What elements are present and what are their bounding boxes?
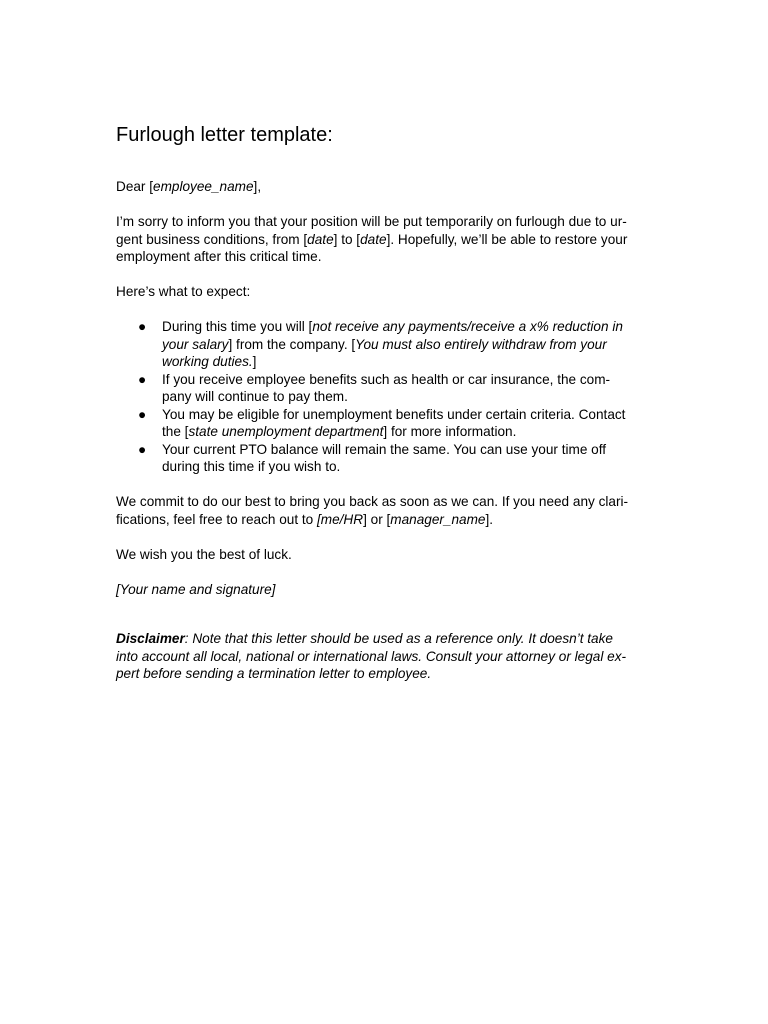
manager-name-placeholder: manager_name [390, 511, 486, 527]
bullet-icon: ● [138, 441, 147, 457]
employee-name-placeholder: employee_name [153, 179, 254, 194]
bullet-1-text-3: ] [252, 354, 257, 369]
disclaimer-line-2: into account all local, national or international laws. Consult your attorney or legal ex- [116, 648, 627, 664]
signature-placeholder: [Your name and signature] [116, 581, 276, 597]
bullet-3-line-1: You may be eligible for unemployment benefits under certain criteria. Contact [162, 406, 626, 422]
salutation [116, 178, 656, 196]
bullet-1-text: During this time you will [ [162, 319, 313, 334]
bullet-1-text-2: ] from the company. [ [228, 336, 356, 352]
commit-line-2c: ]. [485, 511, 494, 527]
salutation-suffix: ], [253, 179, 262, 194]
list-item [116, 318, 656, 371]
state-department-placeholder: state unemployment department [188, 424, 384, 439]
commit-line-2b: ] or [ [363, 511, 391, 527]
intro-paragraph [116, 213, 656, 266]
me-hr-placeholder: [me/HR [317, 511, 364, 527]
salary-placeholder: your salary [162, 336, 229, 352]
start-date-placeholder: date [307, 231, 334, 247]
payment-placeholder: not receive any payments/receive a x% reduction in [312, 319, 623, 334]
expect-heading: Here’s what to expect: [116, 284, 251, 299]
commit-line-2a: fications, feel free to reach out to [116, 511, 317, 527]
page-title: Furlough letter template: [116, 124, 333, 146]
bullet-icon: ● [138, 319, 147, 334]
duties-placeholder: working duties. [162, 354, 253, 369]
bullet-icon: ● [138, 371, 147, 387]
bullet-4-line-2: during this time if you wish to. [162, 459, 341, 474]
intro-line-2a: gent business conditions, from [ [116, 231, 308, 247]
bullet-icon: ● [138, 406, 147, 422]
bullet-3-line-2a: the [ [162, 424, 189, 439]
disclaimer-line-3: pert before sending a termination letter to employee. [116, 666, 432, 681]
intro-line-2b: ] to [ [333, 231, 361, 247]
closing-line: We wish you the best of luck. [116, 546, 292, 562]
list-item [116, 371, 656, 406]
withdraw-placeholder: You must also entirely withdraw from your [355, 336, 607, 352]
commitment-paragraph [116, 493, 656, 528]
list-item [116, 441, 656, 476]
bullet-2-line-2: pany will continue to pay them. [162, 389, 348, 404]
expectations-list [116, 318, 656, 476]
bullet-4-line-1: Your current PTO balance will remain the same. You can use your time off [162, 441, 607, 457]
disclaimer-line-1: : Note that this letter should be used as a reference only. It doesn’t take [184, 631, 613, 646]
bullet-2-line-1: If you receive employee benefits such as health or car insurance, the com- [162, 371, 611, 387]
disclaimer-label: Disclaimer [116, 631, 185, 646]
commit-line-1: We commit to do our best to bring you back as soon as we can. If you need any clari- [116, 494, 629, 509]
letter-page [116, 122, 656, 683]
list-item [116, 406, 656, 441]
intro-line-3: employment after this critical time. [116, 249, 322, 264]
bullet-3-line-2b: ] for more information. [383, 424, 517, 439]
salutation-prefix: Dear [ [116, 179, 154, 194]
end-date-placeholder: date [360, 231, 387, 247]
disclaimer-paragraph [116, 630, 656, 683]
intro-line-1: I’m sorry to inform you that your position will be put temporarily on furlough due to ur- [116, 214, 627, 229]
intro-line-2c: ]. Hopefully, we’ll be able to restore your [386, 231, 628, 247]
